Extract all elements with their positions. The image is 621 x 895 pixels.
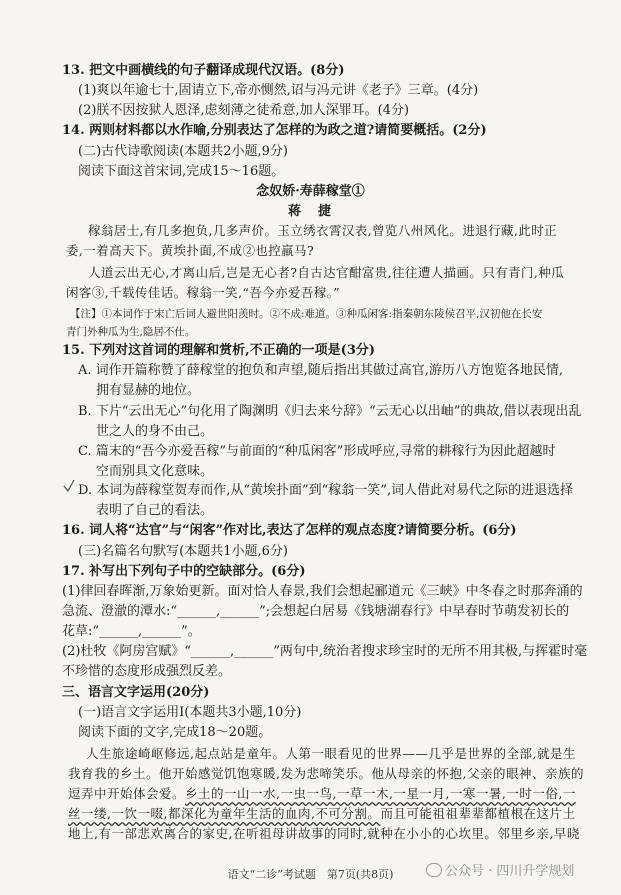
poem-author: 蒋 捷 [287,204,333,219]
poem-note-1: 【注】①本词作于宋亡后词人避世阳羡时。②不成:难道。③种瓜闲客:指秦朝东陵侯召平,汉初他在长安 [70,308,543,320]
q15-option-b-cont: 世之人的身不由己。 [96,424,214,439]
q16-title: 16. 词人将“达官”与“闲客”作对比,表达了怎样的观点态度?请简要分析。(6分) [62,523,517,538]
passage-line-2: 我育我的乡土。他开始感觉饥饱寒暖,发为悲啼笑乐。他从母亲的怀抱,父亲的眼神、亲族的 [68,766,584,781]
poem-title: 念奴娇·寿薛稼堂① [256,184,365,199]
q15-option-c-cont: 空而别具文化意味。 [96,464,214,479]
page-footer: 语文“二诊”考试题 第7页(共8页) [227,868,394,881]
q17-part1-line1: (1)律回春晖渐,万象始更新。面对恰人春景,我们会想起郦道元《三峡》中冬春之时那奔涌的 [62,584,583,599]
q17-title: 17. 补写出下列句子中的空缺部分。(6分) [62,564,306,579]
q15-option-c: C. 篇末的“吾今亦爱吾稼”与前面的“种瓜闲客”形成呼应,寻常的耕稼行为因此超越时 [78,444,556,459]
q15-option-b: B. 下片“云出无心”句化用了陶渊明《归去来兮辞》“云无心以出岫”的典故,借以表现出乱 [78,404,582,419]
q15-option-d-cont: 表明了自己的看法。 [96,503,214,518]
q17-part2-line1: (2)杜牧《阿房宫赋》“______,______”两句中,统治者搜求珍宝时的无所不用其极,与挥霍时毫 [62,644,588,659]
passage-line-4-marked-b: 都深化为童年生活的血肉,不可分割。 [167,806,381,821]
dictation-section-heading: (三)名篇名句默写(本题共1小题,6分) [78,544,288,559]
passage-line-3 [68,785,593,803]
q17-part2-line2: 不珍惜的态度形成强烈反差。 [62,664,232,679]
section3-heading: 三、语言文字运用(20分) [62,685,210,700]
wechat-icon [426,863,442,877]
q15-option-d: D. 本词为薛稼堂贺寿而作,从“黄埃扑面”到“稼翁一笑”,词人借此对易代之际的进退选择 [78,483,574,498]
poetry-instruction: 阅读下面这首宋词,完成15～16题。 [78,164,285,179]
passage-line-3-marked: 乡土的一山一水,一虫一鸟,一草一木,一星一月,一寒一暑,一时一俗,一 [185,786,576,801]
passage-line-4-marked-a: 丝一缕,一饮一啜, [68,806,168,821]
poetry-section-heading: (二)古代诗歌阅读(本题共2小题,9分) [78,144,288,159]
q14-title: 14. 两则材料都以水作喻,分别表达了怎样的为政之道?请简要概括。(2分) [62,123,487,138]
q13-sentence-1: (1)爽以年逾七十,固请立下,帝亦恻然,诏与冯元讲《老子》三章。(4分) [78,83,479,98]
passage-line-4-plain: 而且可能祖祖辈辈都植根在这片土 [380,806,576,821]
watermark [426,860,574,879]
poem-line-3: 人道云出无心,才离山后,岂是无心者?自古达官酣富贵,往往遭人描画。只有青门,种瓜 [88,265,565,280]
passage-line-4 [68,805,593,823]
section3-subheading: (一)语言文字运用Ⅰ(本题共3小题,10分) [78,705,302,720]
section3-instruction: 阅读下面的文字,完成18～20题。 [78,725,272,740]
watermark-text: 公众号 · 四川升学规划 [445,864,575,879]
poem-line-4: 闲客③,千载传佳话。稼翁一笑,“吾今亦爱吾稼。” [66,285,341,300]
q15-title: 15. 下列对这首词的理解和赏析,不正确的一项是(3分) [62,343,376,358]
poem-line-1: 稼翁居士,有几多抱负,几多声价。玉立绣衣霄汉表,曾览八州风化。进退行藏,此时正 [88,223,557,238]
q15-option-a-cont: 拥有显赫的地位。 [96,383,201,398]
poem-note-2: 青门外种瓜为生,隐居不仕。 [66,326,196,338]
passage-line-3-plain: 逗弄中开始体会爱。 [68,786,186,801]
passage-line-1: 人生旅途崎岖修远,起点站是童年。人第一眼看见的世界——几乎是世界的全部,就是生 [86,746,576,761]
q13-title: 13. 把文中画横线的句子翻译成现代汉语。(8分) [62,63,345,78]
pencil-check-mark [62,478,76,494]
q17-part1-line3: 花草:“______,______”。 [62,624,201,639]
q13-sentence-2: (2)朕不因按狱人恩泽,虑刻薄之徒希意,加人深罪耳。(4分) [78,103,410,118]
passage-line-5: 地上,有一部悲欢离合的家史,在听祖母讲故事的同时,就种在小小的心坎里。邻里乡亲,早晓 [68,826,580,841]
q17-part1-line2: 急流、澄澈的潭水:“______,______”;会想起白居易《钱塘湖春行》中早春时节萌发初长的 [62,604,570,619]
q15-option-a: A. 词作开篇称赞了薛稼堂的抱负和声望,随后指出其做过高官,游历八方饱览各地民情, [78,363,564,378]
poem-line-2: 委,一着高天下。黄埃扑面,不成②也控羸马? [66,243,315,258]
